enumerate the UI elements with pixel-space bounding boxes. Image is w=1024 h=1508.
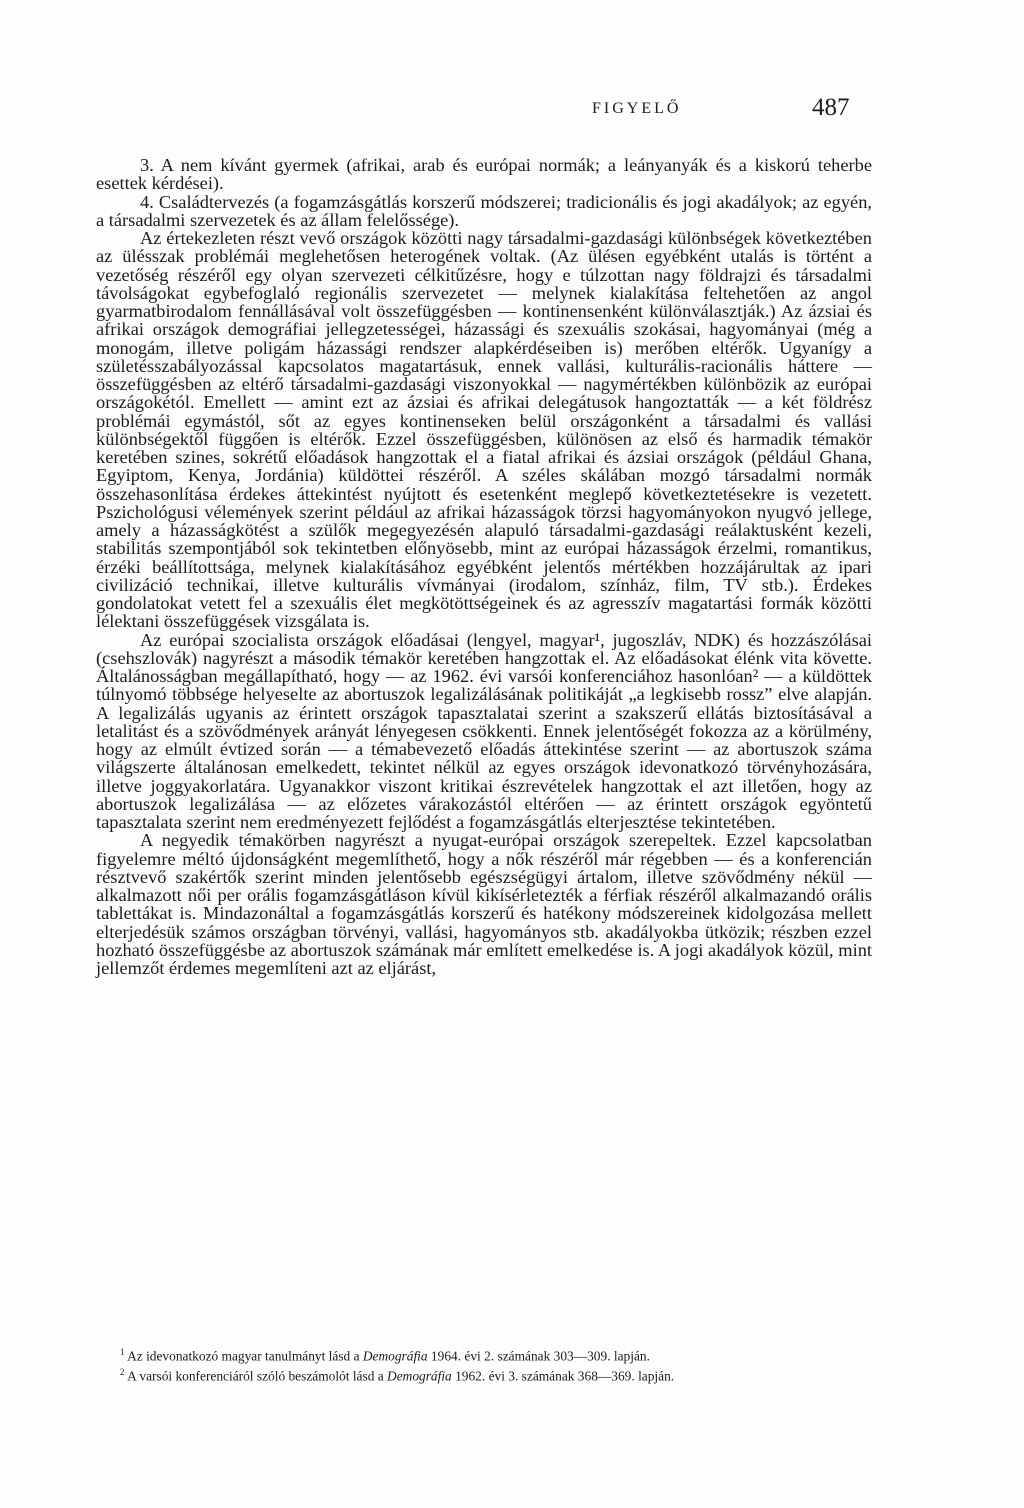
footnote-2-journal: Demográfia: [387, 1368, 452, 1384]
paragraph-asian-african: Az értekezleten részt vevő országok közötti nagy társadalmi-gazdasági különbségek következtében az ülésszak problémái meglehetősen heterogének voltak. (Az ülésen egyébként utalás is történt a vezetőség részéről egy olyan szervezeti célkitűzésre, hogy e túlzottan nagy földrajzi és társadalmi távolságokat egybefoglaló regionális szervezetet — melynek kialakítása feltehetően az angol gyarmatbirodalom fennállásával volt összefüggésben — kontinensenként különválasztják.) Az ázsiai és afrikai országok demográfiai jellegzetességei, házassági és szexuális szokásai, hagyományai (még a monogám, illetve poligám házassági rendszer alapkérdéseiben is) merőben eltérők. Ugyanígy a születésszabályozással kapcsolatos magatartásuk, ennek vallási, kulturális-racionális háttere — összefüggésben az eltérő társadalmi-gazdasági viszonyokkal — nagymértékben különbözik az európai országokétól. Emellett — amint ezt az ázsiai és afrikai delegátusok hangoztatták — a két földrész problémái egymástól, sőt az egyes kontinenseken belül országonként a társadalmi és vallási különbségektől függően is eltérők. Ezzel összefüggésben, különösen az első és harmadik témakör keretében szines, sokrétű előadások hangzottak el a fiatal afrikai és ázsiai országok (például Ghana, Egyiptom, Kenya, Jordánia) küldöttei részéről. A széles skálában mozgó társadalmi normák összehasonlítása érdekes áttekintést nyújtott és esetenként meglepő következtetésekre is vezetett. Pszichológusi vélemények szerint például az afrikai házasságok törzsi hagyományokon nyugvó jellege, amely a házasságkötést a szülők megegyezésén alapuló társadalmi-gazdasági reálaktusként kezeli, stabilitás szempontjából sok tekintetben előnyösebb, mint az európai házasságok érzelmi, romantikus, érzéki beállítottsága, melynek kialakításához egyébként jelentős mértékben hozzájárultak az ipari civilizáció technikai, illetve kulturális vívmányai (irodalom, színház, film, TV stb.). Érdekes gondolatokat vetett fel a szexuális élet megkötöttségeinek és az agresszív magatartási formák közötti lélektani összefüggések vizsgálata is.: [96, 228, 872, 632]
running-title: FIGYELŐ: [592, 100, 682, 117]
footnote-1-text: Az idevonatkozó magyar tanulmányt lásd a: [127, 1348, 363, 1364]
body-text: [96, 156, 872, 977]
footnote-1-journal: Demográfia: [362, 1348, 428, 1364]
footnote-2-mark: 2: [120, 1367, 125, 1378]
paragraph-fourth-topic: A negyedik témakörben nagyrészt a nyugat-európai országok szerepeltek. Ezzel kapcsolatban figyelemre méltó újdonságként megemlíthető, hogy a nők részéről már régebben — és a konferencián résztvevő szakértők szerint minden jelentősebb egészségügyi ártalom, illetve szövődmény nékül — alkalmazott női per orális fogamzásgátláson kívül kikísérletezték a férfiak részéről alkalmazandó orális tablettákat is. Mindazonáltal a fogamzásgátlás korszerű és hatékony módszereinek kidolgozása mellett elterjedésük számos országban törvényi, vallási, hagyományos stb. akadályokba ütközik; részben ezzel hozható összefüggésbe az abortuszok számának már említett emelkedése is. A jogi akadályok közül, mint jellemzőt érdemes megemlíteni azt az eljárást,: [96, 830, 872, 978]
footnote-2: [96, 1364, 872, 1384]
footnote-1-mark: 1: [120, 1347, 125, 1357]
footnotes: [96, 1344, 872, 1385]
footnote-1-ref: 1964. évi 2. számának 303—309. lapján.: [427, 1348, 650, 1364]
footnote-2-ref: 1962. évi 3. számának 368—369. lapján.: [451, 1368, 675, 1384]
paragraph-topic-4: 4. Családtervezés (a fogamzásgátlás korszerű módszerei; tradicionális és jogi akadályok; az egyén, a társadalmi szervezetek és az állam felelőssége).: [96, 191, 872, 230]
footnote-2-text: A varsói konferenciáról szóló beszámolót lásd a: [127, 1368, 388, 1384]
paragraph-topic-3: 3. A nem kívánt gyermek (afrikai, arab és európai normák; a leányanyák és a kiskorú teherbe esettek kérdései).: [96, 155, 872, 194]
footnote-1: [96, 1344, 872, 1364]
paragraph-socialist-countries: Az európai szocialista országok előadásai (lengyel, magyar¹, jugoszláv, NDK) és hozzászólásai (csehszlovák) nagyrészt a második témakör keretében hangzottak el. Az előadásokat élénk vita követte. Általánosságban megállapítható, hogy — az 1962. évi varsói konferenciához hasonlóan² — a küldöttek túlnyomó többsége helyeselte az abortuszok legalizálásának politikáját „a legkisebb rossz” elve alapján. A legalizálás ugyanis az érintett országok tapasztalatai szerint a szakszerű ellátás biztosításával a letalitást és a szövődmények arányát lényegesen csökkenti. Ennek jelentőségét fokozza az a körülmény, hogy az elmúlt évtized során — a témabevezető előadás áttekintése szerint — az abortuszok száma világszerte általánosan emelkedett, tekintet nélkül az egyes országok idevonatkozó törvényhozására, illetve joggyakorlatára. Ugyanakkor viszont kritikai észrevételek hangzottak el azt illetően, hogy az abortuszok legalizálása — az előzetes várakozástól eltérően — az érintett országok egyöntetű tapasztalata szerint nem eredményezett fejlődést a fogamzásgátlás elterjesztése tekintetében.: [96, 629, 872, 832]
page-number: 487: [812, 94, 850, 121]
